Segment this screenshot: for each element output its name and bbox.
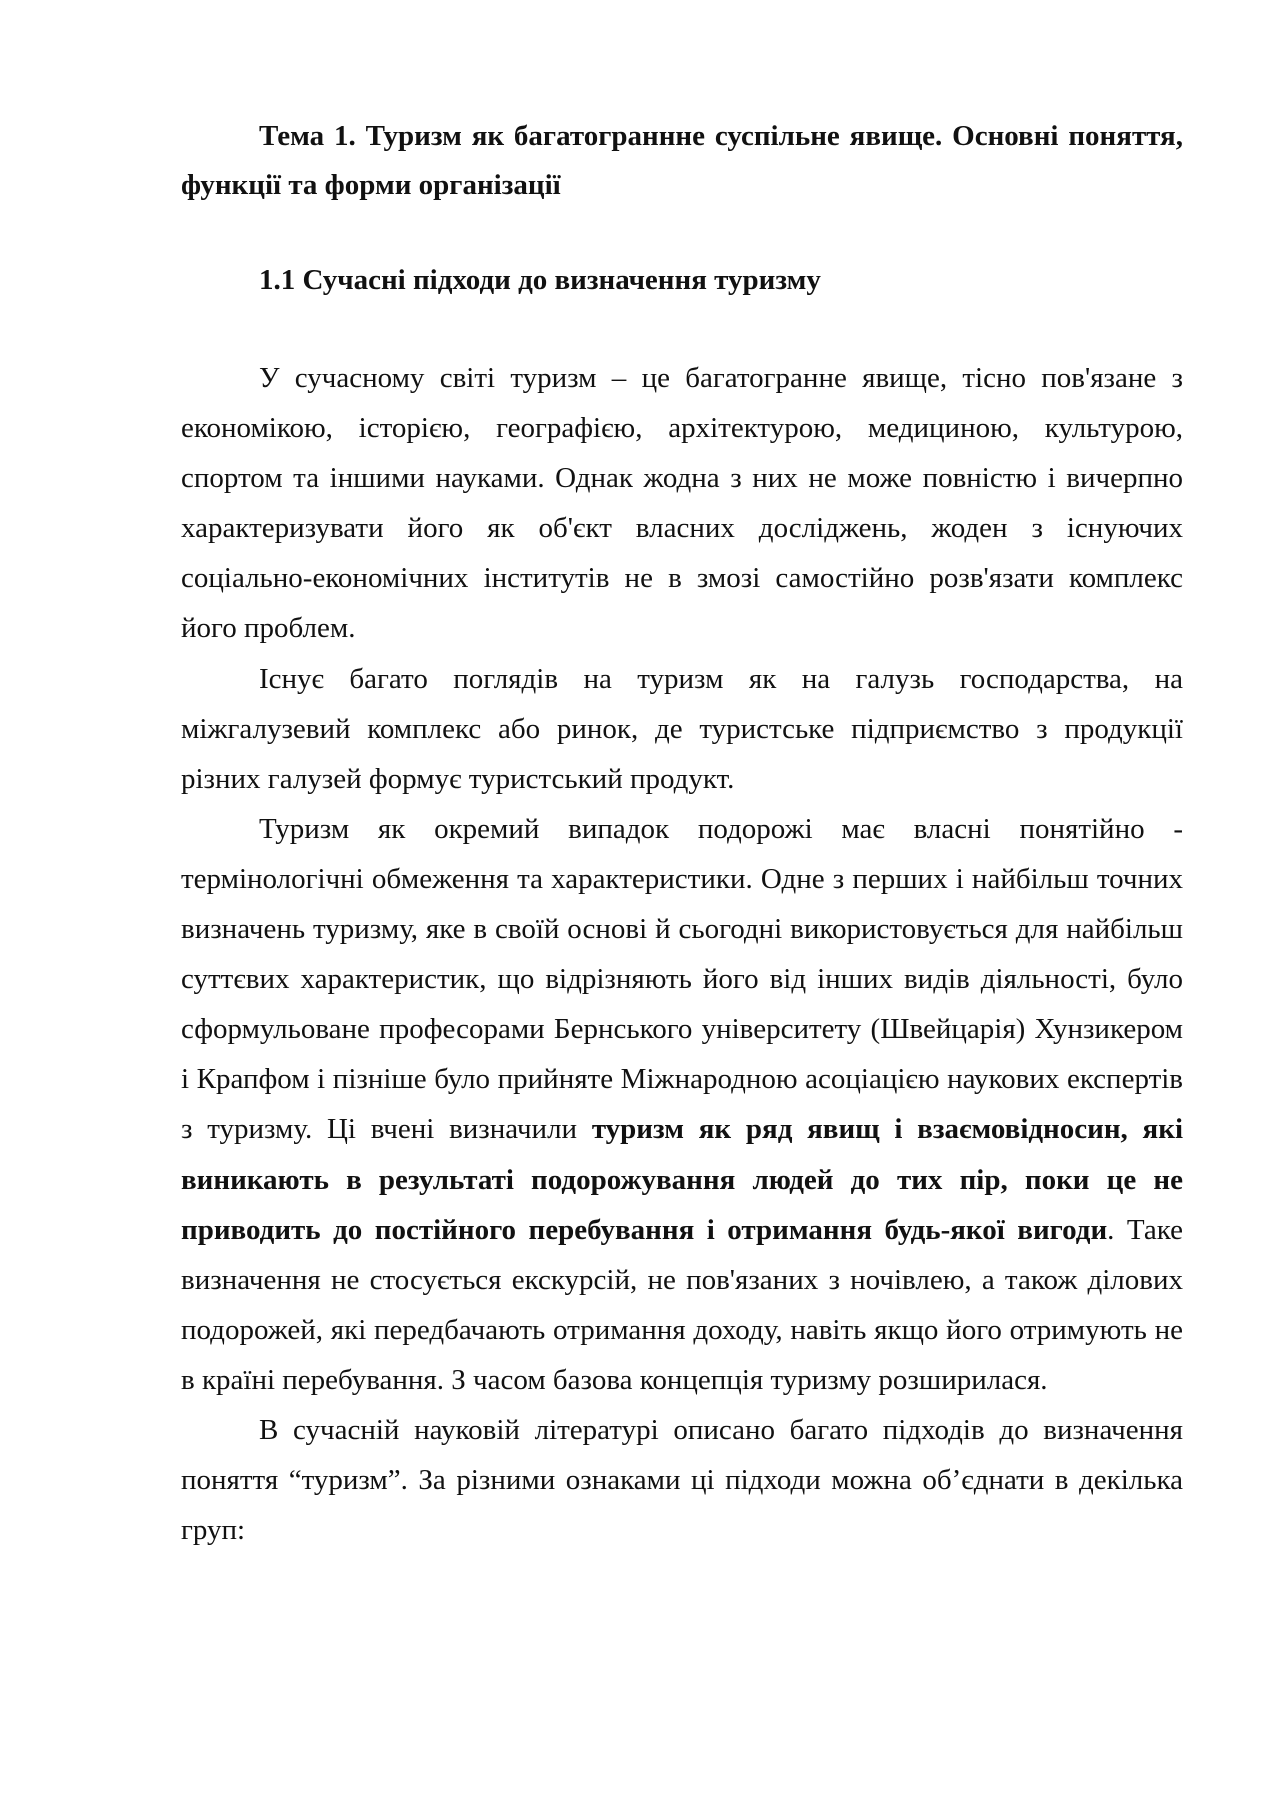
section-heading: 1.1 Сучасні підходи до визначення туризму bbox=[259, 264, 821, 296]
paragraph-3-text-end: . Таке визначення не стосується екскурсій, не пов'язаних з ночівлею, а також ділових подорожей, які передбачають отримання доходу, навіть якщо його отримують не в країні перебування. З часом базова концепція туризму розширилася. bbox=[181, 1213, 1183, 1396]
paragraph-4: В сучасній науковій літературі описано багато підходів до визначення поняття “туризм”. За різними ознаками ці підходи можна об’єднати в декілька груп: bbox=[181, 1413, 1183, 1547]
paragraph-3-text-start: Туризм як окремий випадок подорожі має власні понятійно - термінологічні обмеження та характеристики. Одне з перших і найбільш точних визначень туризму, яке в своїй основі й сьогодні використовується для найбільш суттєвих характеристик, що відрізняють його від інших видів діяльності, було сформульоване професорами Бернського університету (Швейцарія) Хунзикером і Крапфом і пізніше було прийняте Міжнародною асоціацією наукових експертів з туризму. Ці вчені визначили bbox=[181, 812, 1183, 1146]
paragraph-1: У сучасному світі туризм – це багатогранне явище, тісно пов'язане з економікою, історією, географією, архітектурою, медициною, культурою, спортом та іншими науками. Однак жодна з них не може повністю і вичерпно характеризувати його як об'єкт власних досліджень, жоден з існуючих соціально-економічних інститутів не в змозі самостійно розв'язати комплекс його проблем. bbox=[181, 362, 1183, 645]
paragraph-2: Існує багато поглядів на туризм як на галузь господарства, на міжгалузевий комплекс або ринок, де туристське підприємство з продукції різних галузей формує туристський продукт. bbox=[181, 662, 1183, 795]
page-title: Тема 1. Туризм як багатограннне суспільне явище. Основні поняття, функції та форми організації bbox=[181, 120, 1183, 201]
document-page bbox=[181, 112, 1183, 1555]
body-text bbox=[181, 353, 1183, 1555]
tourism-definition-bold: туризм як ряд явищ і взаємовідносин, які виникають в результаті подорожування людей до тих пір, поки це не приводить до постійного перебування і отримання будь-якої вигоди bbox=[181, 1113, 1183, 1246]
paragraph-3 bbox=[181, 804, 1183, 1405]
